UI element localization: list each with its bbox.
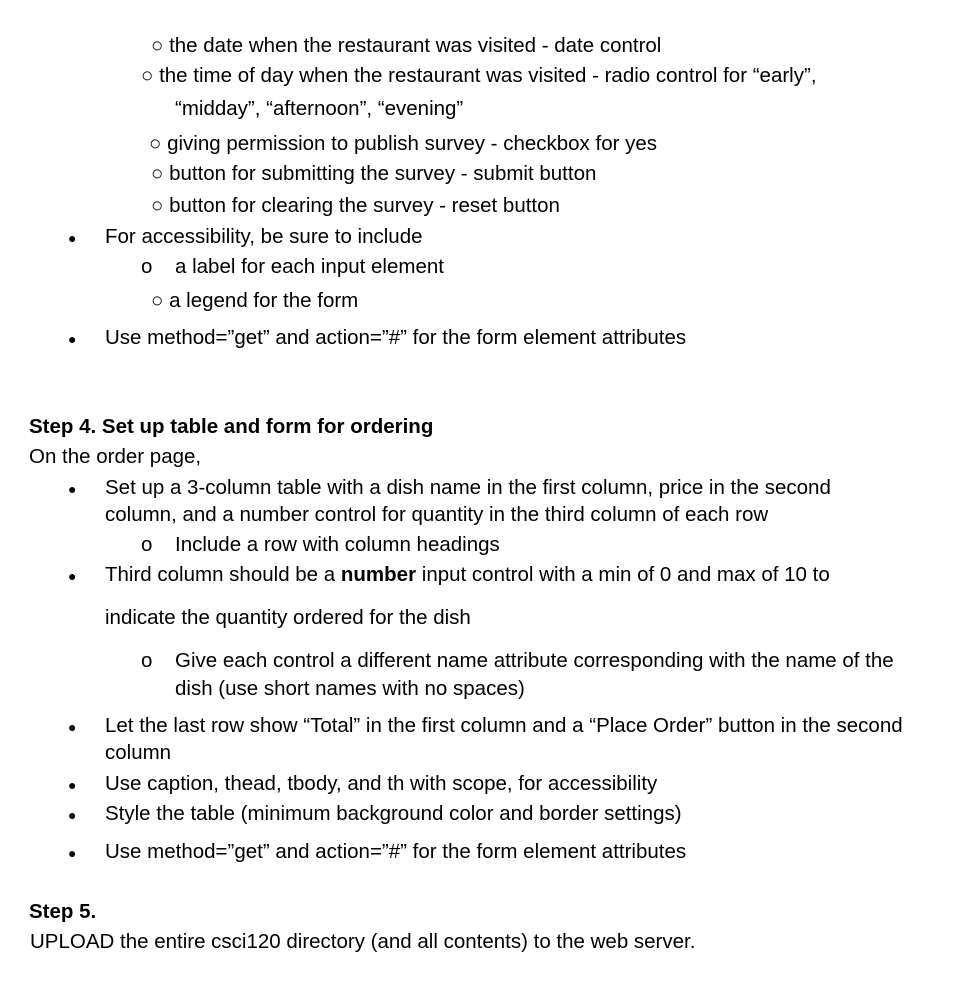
bullet-icon: ● xyxy=(68,807,77,823)
list-item-style-table: Style the table (minimum background color and border settings) xyxy=(105,802,682,825)
list-item-table-setup-cont: column, and a number control for quantity in the third column of each row xyxy=(105,503,769,526)
list-item-time-of-day-cont: “midday”, “afternoon”, “evening” xyxy=(175,97,464,120)
step4-heading: Step 4. Set up table and form for ordering xyxy=(29,415,434,438)
bullet-icon: ● xyxy=(68,845,77,861)
list-item-third-column-cont: indicate the quantity ordered for the dish xyxy=(105,606,471,629)
bullet-icon: ● xyxy=(68,719,77,735)
bold-number: number xyxy=(340,563,417,586)
list-item-table-setup: Set up a 3-column table with a dish name in the first column, price in the second xyxy=(105,476,831,499)
bullet-icon: ● xyxy=(68,568,77,584)
list-item-reset-button: ○ button for clearing the survey - reset button xyxy=(151,194,560,217)
list-item-name-attribute-cont: dish (use short names with no spaces) xyxy=(175,677,525,700)
list-item-name-attribute: Give each control a different name attribute corresponding with the name of the xyxy=(175,649,894,672)
list-item-legend: ○ a legend for the form xyxy=(151,289,359,312)
step5-heading: Step 5. xyxy=(29,900,97,923)
bullet-icon: ● xyxy=(68,331,77,347)
list-item-date-control: ○ the date when the restaurant was visited - date control xyxy=(151,34,662,57)
list-item-time-of-day: ○ the time of day when the restaurant was visited - radio control for “early”, xyxy=(141,64,817,87)
list-item-column-headings: Include a row with column headings xyxy=(175,533,500,556)
list-item-method-attrs-order: Use method=”get” and action=”#” for the form element attributes xyxy=(105,840,687,863)
bullet-icon: ● xyxy=(68,230,77,246)
step5-text: UPLOAD the entire csci120 directory (and all contents) to the web server. xyxy=(30,930,696,953)
list-item-last-row-cont: column xyxy=(105,741,172,764)
step4-intro: On the order page, xyxy=(29,445,202,468)
list-item-third-column: Third column should be a number input control with a min of 0 and max of 10 to xyxy=(105,563,830,586)
list-item-label-each-input: a label for each input element xyxy=(175,255,444,278)
sub-bullet-icon: o xyxy=(141,649,153,672)
list-item-submit-button: ○ button for submitting the survey - submit button xyxy=(151,162,597,185)
list-item-permission-checkbox: ○ giving permission to publish survey - checkbox for yes xyxy=(149,132,658,155)
list-item-method-attrs: Use method=”get” and action=”#” for the form element attributes xyxy=(105,326,687,349)
list-item-accessibility: For accessibility, be sure to include xyxy=(105,225,423,248)
sub-bullet-icon: o xyxy=(141,255,153,278)
bullet-icon: ● xyxy=(68,481,77,497)
list-item-last-row: Let the last row show “Total” in the first column and a “Place Order” button in the second xyxy=(105,714,903,737)
sub-bullet-icon: o xyxy=(141,533,153,556)
list-item-caption-thead: Use caption, thead, tbody, and th with scope, for accessibility xyxy=(105,772,658,795)
bullet-icon: ● xyxy=(68,777,77,793)
